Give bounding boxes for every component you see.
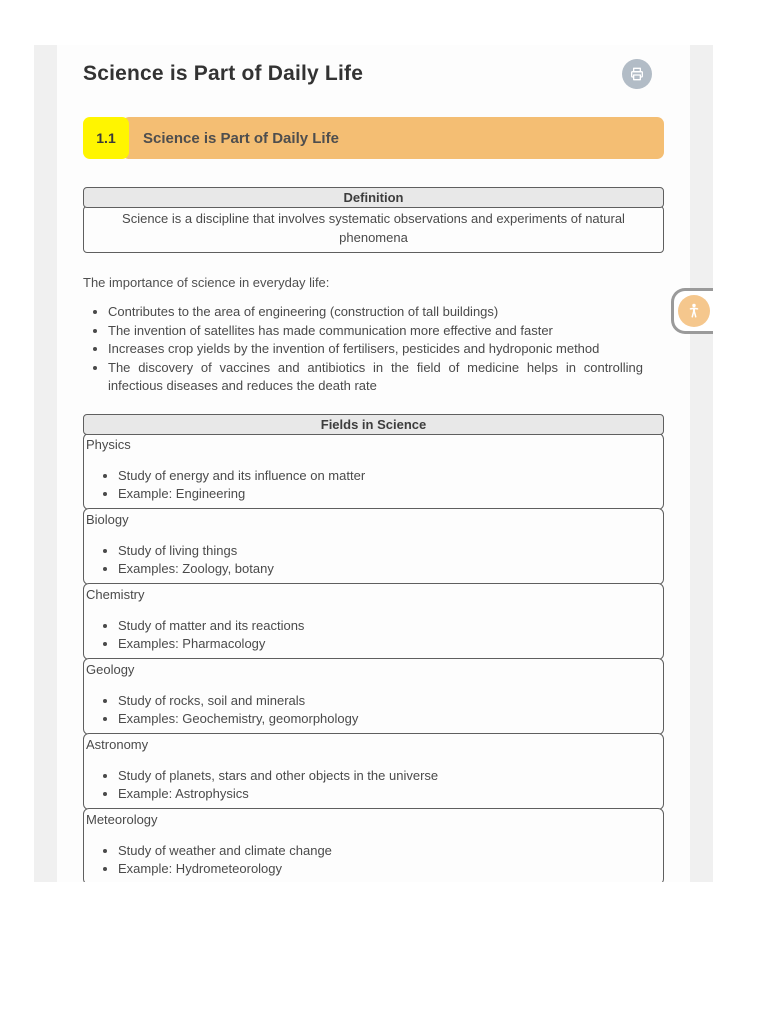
section-number-badge: 1.1	[83, 117, 129, 159]
field-item: • Study of planets, stars and other objects in the universe	[118, 767, 653, 786]
field-label: Biology	[86, 511, 129, 527]
definition-header: Definition	[83, 187, 664, 208]
field-items	[86, 692, 653, 729]
field-row-astronomy	[83, 733, 664, 810]
field-label: Geology	[86, 661, 135, 677]
card-header	[83, 59, 664, 89]
field-label: Chemistry	[86, 586, 145, 602]
accessibility-widget-button[interactable]	[671, 288, 713, 334]
page-title: Science is Part of Daily Life	[83, 62, 364, 85]
field-label: Meteorology	[86, 811, 158, 827]
definition-text: Science is a discipline that involves systematic observations and experiments of natural phenomena	[122, 211, 625, 245]
field-item: • Examples: Zoology, botany	[118, 560, 653, 579]
field-items	[86, 617, 653, 654]
field-row-geology	[83, 658, 664, 735]
importance-item: • Contributes to the area of engineering (construction of tall buildings)	[108, 303, 643, 322]
importance-list	[83, 303, 643, 396]
field-row-physics	[83, 433, 664, 510]
importance-item: • The discovery of vaccines and antibiotics in the field of medicine helps in controlling infectious diseases and reduces the death rate	[108, 359, 643, 396]
field-item: • Examples: Pharmacology	[118, 635, 653, 654]
field-items	[86, 767, 653, 804]
field-items	[86, 542, 653, 579]
printer-icon	[629, 66, 645, 82]
field-items	[86, 842, 653, 879]
accessibility-person-icon	[678, 295, 710, 327]
field-row-biology	[83, 508, 664, 585]
field-items	[86, 467, 653, 504]
fields-header: Fields in Science	[83, 414, 664, 435]
field-item: • Example: Engineering	[118, 485, 653, 504]
importance-item: • Increases crop yields by the invention of fertilisers, pesticides and hydroponic method	[108, 340, 643, 359]
field-item: • Example: Astrophysics	[118, 785, 653, 804]
content-card	[57, 45, 690, 882]
importance-item: • The invention of satellites has made communication more effective and faster	[108, 322, 643, 341]
field-item: • Examples: Geochemistry, geomorphology	[118, 710, 653, 729]
field-item: • Study of rocks, soil and minerals	[118, 692, 653, 711]
field-item: • Study of energy and its influence on matter	[118, 467, 653, 486]
document-viewer-panel	[34, 45, 713, 882]
field-item: • Study of weather and climate change	[118, 842, 653, 861]
section-banner	[83, 117, 664, 159]
field-item: • Example: Hydrometeorology	[118, 860, 653, 879]
section-banner-title: Science is Part of Daily Life	[122, 117, 664, 159]
field-row-meteorology	[83, 808, 664, 883]
definition-box	[83, 187, 664, 253]
definition-body	[83, 206, 664, 253]
print-button[interactable]	[622, 59, 652, 89]
field-label: Physics	[86, 436, 131, 452]
field-row-chemistry	[83, 583, 664, 660]
field-label: Astronomy	[86, 736, 149, 752]
fields-table	[83, 414, 664, 883]
importance-intro: The importance of science in everyday life:	[83, 275, 330, 290]
field-item: • Study of living things	[118, 542, 653, 561]
field-item: • Study of matter and its reactions	[118, 617, 653, 636]
